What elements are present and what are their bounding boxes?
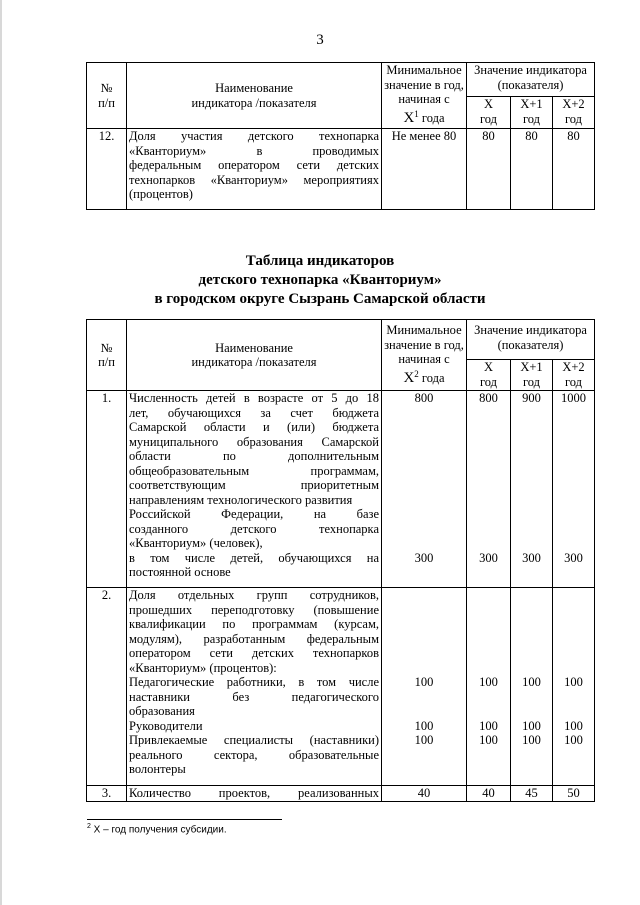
header-col-x: X год [467, 97, 511, 129]
footnote-divider [87, 819, 282, 820]
row-num: 3. [87, 786, 127, 802]
table-row [87, 786, 595, 802]
header-name: Наименование индикатора /показателя [127, 320, 382, 391]
header-col-x1: X+1 год [511, 360, 553, 391]
top-indicator-table [86, 62, 595, 210]
header-min: Минимальное значение в год, начиная с $X^2$ года [382, 320, 467, 391]
row-x2: 80 [553, 129, 595, 210]
header-col-x: X год [467, 360, 511, 391]
header-min: Минимальное значение в год, начиная с $X^1$ года [382, 63, 467, 129]
table-row [87, 129, 595, 210]
row-name: Доля отдельных групп сотрудников, прошедших переподготовку (повышение квалификации по программам (курсам, модулям), разработанным федеральным оператором сети детских технопарков «Кванториум» (процентов): Педагогические работники, в том числе наставники без педагогического образования Руководители Привлекаемые специалисты (наставники) реального сектора, образовательные волонтеры [127, 588, 382, 786]
header-col-x1: X+1 год [511, 97, 553, 129]
row-x1: 900 300 [511, 391, 553, 588]
row-min: Не менее 80 [382, 129, 467, 210]
row-x1: 80 [511, 129, 553, 210]
header-value-group: Значение индикатора (показателя) [467, 63, 595, 97]
row-min: 800 300 [382, 391, 467, 588]
row-x2: 100 100 100 [553, 588, 595, 786]
row-name: Численность детей в возрасте от 5 до 18 лет, обучающихся за счет бюджета Самарской области и (или) бюджета муниципального образования Самарской области по дополнительным общеобразовательным программам, соответствующим приоритетным направлениям технологического развития Российской Федерации, на базе созданного детского технопарка «Кванториум» (человек), в том числе детей, обучающихся на постоянной основе [127, 391, 382, 588]
page-number: 3 [316, 32, 324, 48]
scan-edge [0, 0, 2, 905]
row-name: Доля участия детского технопарка «Кванториум» в проводимых федеральным оператором сети детских технопарков «Кванториум» мероприятиях (процентов) [127, 129, 382, 210]
row-x: 80 [467, 129, 511, 210]
header-value-group: Значение индикатора (показателя) [467, 320, 595, 360]
header-col-x2: X+2 год [553, 97, 595, 129]
table-row [87, 391, 595, 588]
row-x2: 50 [553, 786, 595, 802]
row-min: 40 [382, 786, 467, 802]
row-x: 100 100 100 [467, 588, 511, 786]
table-title: Таблица индикаторов детского технопарка «Кванториум» в городском округе Сызрань Самарской области [154, 253, 486, 307]
header-num: № п/п [87, 63, 127, 129]
row-x: 800 300 [467, 391, 511, 588]
header-col-x2: X+2 год [553, 360, 595, 391]
header-num: № п/п [87, 320, 127, 391]
table-row [87, 588, 595, 786]
row-num: 1. [87, 391, 127, 588]
row-num: 12. [87, 129, 127, 210]
main-indicator-table [86, 319, 595, 802]
row-num: 2. [87, 588, 127, 786]
row-x1: 45 [511, 786, 553, 802]
header-name: Наименование индикатора /показателя [127, 63, 382, 129]
row-name: Количество проектов, реализованных [127, 786, 382, 802]
row-x2: 1000 300 [553, 391, 595, 588]
footnote: $^2$ X – год получения субсидии. [87, 823, 227, 836]
row-min: 100 100 100 [382, 588, 467, 786]
row-x: 40 [467, 786, 511, 802]
row-x1: 100 100 100 [511, 588, 553, 786]
